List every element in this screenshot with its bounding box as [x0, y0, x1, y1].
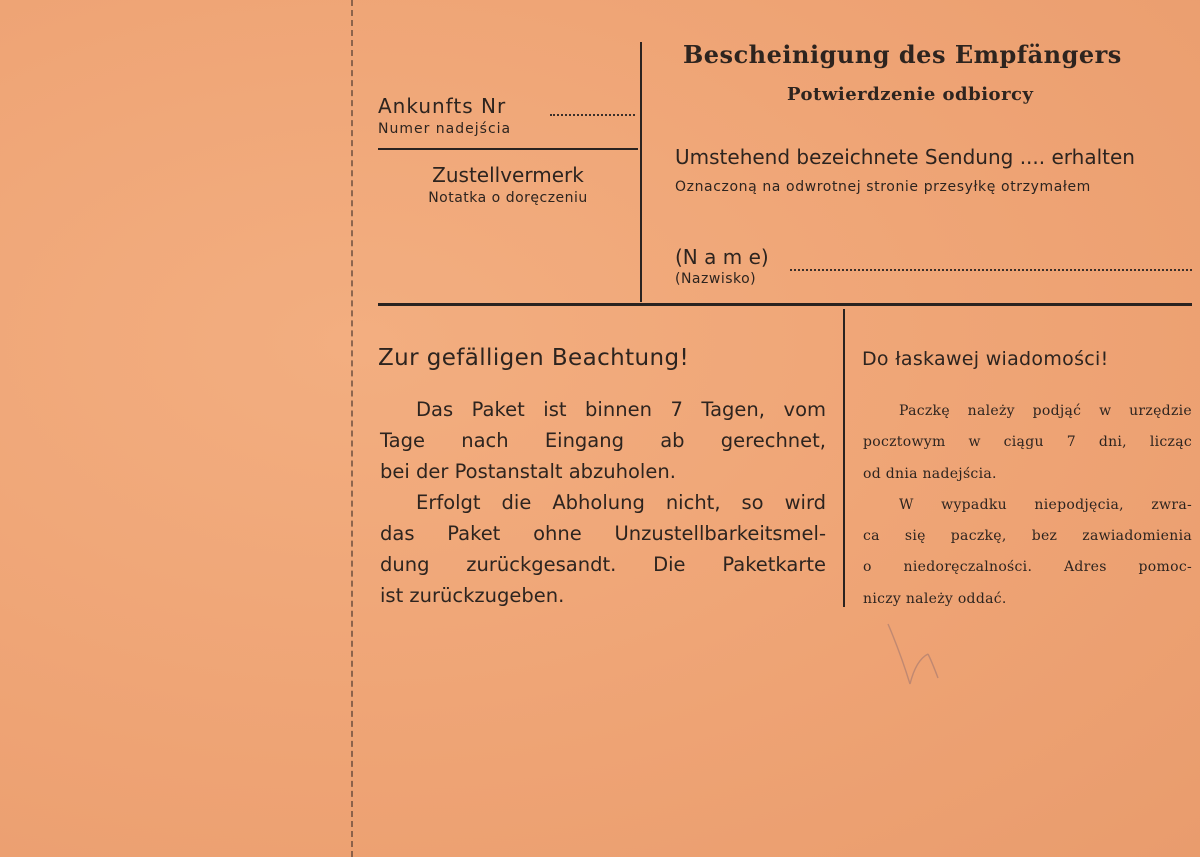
notice-heading-de: Zur gefälligen Beachtung!	[378, 345, 690, 371]
certificate-title-pl: Potwierdzenie odbiorcy	[787, 84, 1034, 105]
notice-line-de: das Paket ohne Unzustellbarkeitsmel-	[380, 522, 826, 545]
header-vertical-divider	[640, 42, 642, 302]
perforation-line	[351, 0, 353, 857]
name-label-de: (N a m e)	[675, 245, 769, 269]
arrival-number-field[interactable]	[550, 114, 635, 116]
notice-line-pl: o niedoręczalności. Adres pomoc-	[863, 559, 1192, 576]
notice-line-de: bei der Postanstalt abzuholen.	[380, 460, 676, 483]
notice-line-de: Erfolgt die Abholung nicht, so wird	[416, 491, 826, 514]
name-label-pl: (Nazwisko)	[675, 271, 757, 287]
notice-line-pl: pocztowym w ciągu 7 dni, licząc	[863, 434, 1192, 451]
certificate-title-de: Bescheinigung des Empfängers	[683, 40, 1122, 69]
notice-line-de: Tage nach Eingang ab gerechnet,	[380, 429, 826, 452]
notice-vertical-divider	[843, 309, 845, 607]
name-field[interactable]	[790, 269, 1192, 271]
notice-line-pl: W wypadku niepodjęcia, zwra-	[899, 496, 1192, 513]
notice-line-de: ist zurückzugeben.	[380, 584, 565, 607]
receipt-statement-pl: Oznaczoną na odwrotnej stronie przesyłkę otrzymałem	[675, 179, 1091, 195]
notice-body-de	[380, 394, 826, 611]
arrival-number-label-de: Ankunfts Nr	[378, 94, 507, 118]
notice-body-pl	[863, 396, 1192, 615]
delivery-note-label-pl: Notatka o doręczeniu	[428, 190, 588, 206]
receipt-statement-de: Umstehend bezeichnete Sendung .... erhalten	[675, 145, 1135, 169]
main-horizontal-rule	[378, 303, 1192, 306]
notice-line-pl: od dnia nadejścia.	[863, 465, 997, 482]
arrival-number-label-pl: Numer nadejścia	[378, 121, 512, 137]
notice-line-pl: Paczkę należy podjąć w urzędzie	[899, 403, 1192, 419]
notice-line-de: Das Paket ist binnen 7 Tagen, vom	[416, 398, 826, 421]
delivery-note-label-de: Zustellvermerk	[432, 163, 584, 187]
pencil-mark	[880, 618, 950, 698]
notice-line-pl: ca się paczkę, bez zawiadomienia	[863, 528, 1192, 545]
notice-heading-pl: Do łaskawej wiadomości!	[862, 348, 1109, 370]
notice-line-de: dung zurückgesandt. Die Paketkarte	[380, 553, 826, 576]
arrival-divider	[378, 148, 638, 150]
notice-line-pl: niczy należy oddać.	[863, 590, 1007, 607]
